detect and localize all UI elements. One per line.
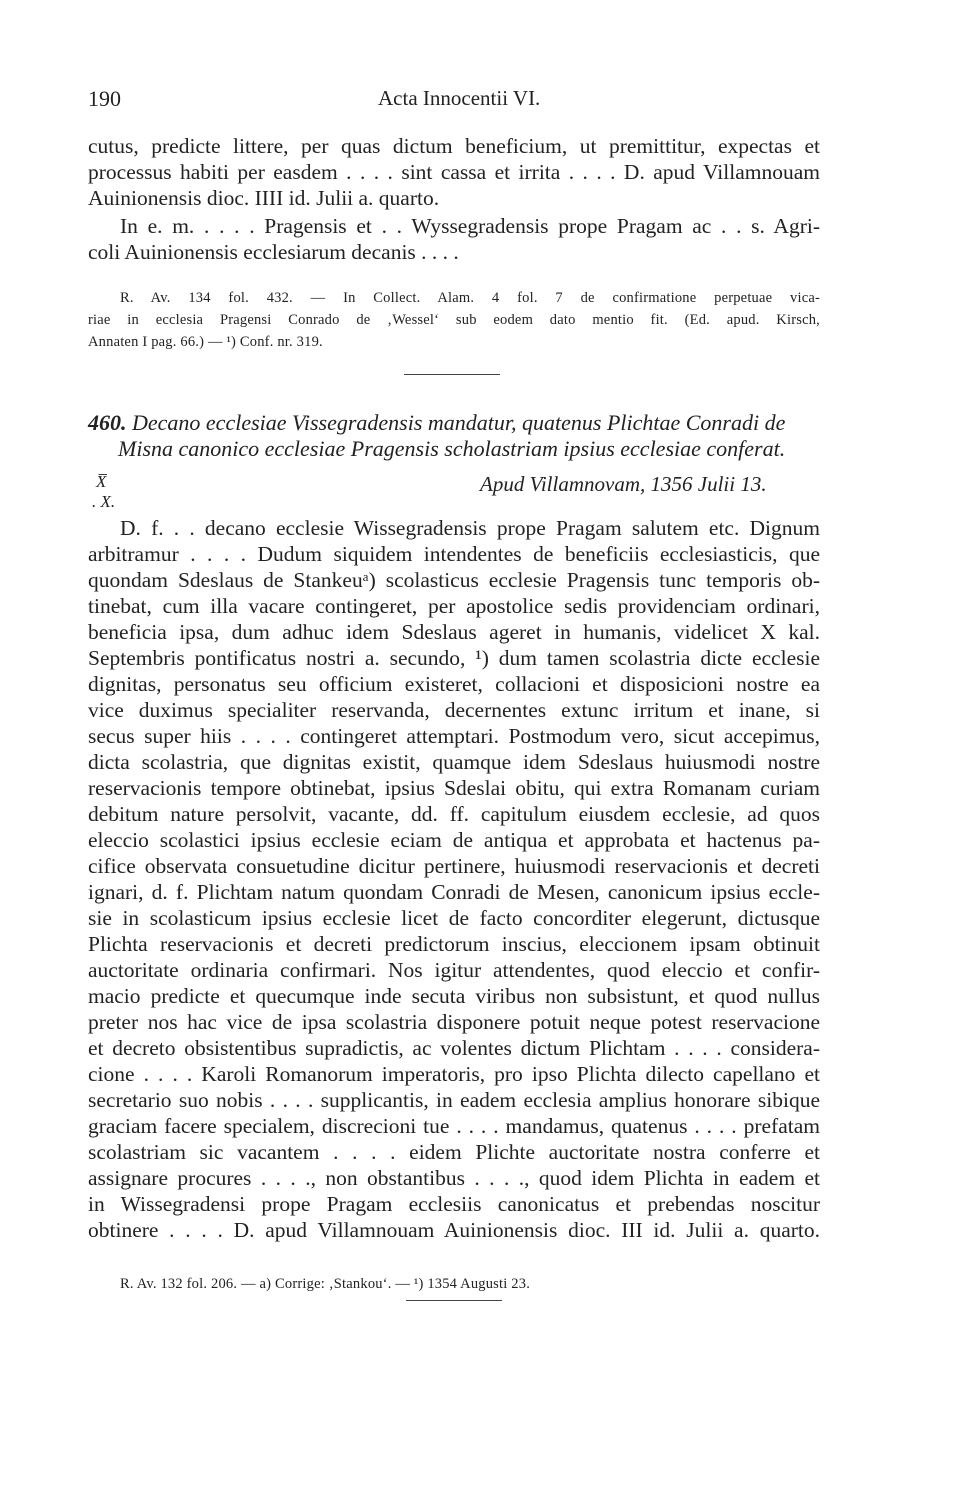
page-number: 190	[88, 86, 121, 111]
text-line: in Wissegradensi prope Pragam ecclesiis canonicatus et prebendas noscitur	[88, 1192, 820, 1216]
text-line: secretario suo nobis . . . . supplicantis, in eadem ecclesia amplius honorare sibique	[88, 1088, 820, 1112]
text-line: Septembris pontificatus nostri a. secundo, ¹) dum tamen scolastria dicte ecclesie	[88, 646, 820, 670]
text-line: reservacionis tempore obtinebat, ipsius Sdeslai obitu, qui extra Romanam curiam	[88, 776, 820, 800]
entry-heading-line: Decano ecclesiae Vissegradensis mandatur, quatenus Plichtae Conradi de	[126, 410, 786, 435]
text-line: cifice observata consuetudine dicitur pertinere, huiusmodi reservacionis et decreti	[88, 854, 820, 878]
margin-mark: . X.	[92, 492, 116, 511]
text-line: preter nos hac vice de ipsa scolastria disponere potuit neque potest reservacione	[88, 1010, 820, 1034]
text-line: dignitas, personatus seu officium existeret, collacioni et disposicioni nostre ea	[88, 672, 820, 696]
text-line: arbitramur . . . . Dudum siquidem intendentes de beneficiis ecclesiasticis, que	[88, 542, 820, 566]
entry-body-text	[88, 516, 820, 1242]
text-line: debitum nature persolvit, vacante, dd. ff. capitulum eiusdem ecclesie, ad quos	[88, 802, 820, 826]
note-line: riae in ecclesia Pragensi Conrado de ‚Wessel‘ sub eodem dato mentio fit. (Ed. apud. Kirsch,	[88, 312, 820, 328]
entry-heading-line: Misna canonico ecclesiae Pragensis scholastriam ipsius ecclesiae conferat.	[118, 436, 786, 461]
entry-heading	[88, 410, 785, 436]
entry-notes	[88, 1276, 820, 1298]
running-title: Acta Innocentii VI.	[378, 86, 541, 110]
text-line: obtinere . . . . D. apud Villamnouam Auinionensis dioc. III id. Julii a. quarto.	[88, 1218, 820, 1242]
entry-date: Apud Villamnovam, 1356 Julii 13.	[480, 472, 767, 496]
text-line: vice duximus specialiter reservanda, decernentes extunc irritum et inane, si	[88, 698, 820, 722]
text-line: Plichta reservacionis et decreti predictorum inscius, eleccionem ipsam obtinuit	[88, 932, 820, 956]
text-line: dicta scolastria, que dignitas existit, quamque idem Sdeslaus huiusmodi nostre	[88, 750, 820, 774]
previous-entry-notes	[88, 290, 820, 360]
previous-entry-text	[88, 134, 820, 264]
text-line: et decreto obsistentibus supradictis, ac volentes dictum Plichtam . . . . considera-	[88, 1036, 820, 1060]
text-line: quondam Sdeslaus de Stankeuᵃ) scolasticus ecclesie Pragensis tunc temporis ob-	[88, 568, 820, 592]
separator-rule	[404, 374, 500, 375]
text-line: coli Auinionensis ecclesiarum decanis . . . .	[88, 240, 459, 264]
text-line: macio predicte et quecumque inde secuta viribus non subsistunt, et quod nullus	[88, 984, 820, 1008]
text-line: eleccio scolastici ipsius ecclesie eciam de antiqua et approbata et hactenus pa-	[88, 828, 820, 852]
text-line: cutus, predicte littere, per quas dictum beneficium, ut premittitur, expectas et	[88, 134, 820, 158]
note-line: R. Av. 132 fol. 206. — a) Corrige: ‚Stankou‘. — ¹) 1354 Augusti 23.	[120, 1276, 531, 1292]
margin-mark: X̅	[96, 472, 107, 491]
text-line: auctoritate ordinaria confirmari. Nos igitur attendentes, quod eleccio et confir-	[88, 958, 820, 982]
text-line: sie in scolasticum ipsius ecclesie licet de facto concorditer elegerunt, dictusque	[88, 906, 820, 930]
note-line: R. Av. 134 fol. 432. — In Collect. Alam. 4 fol. 7 de confirmatione perpetuae vica-	[120, 290, 820, 306]
note-line: Annaten I pag. 66.) — ¹) Conf. nr. 319.	[88, 334, 323, 350]
text-line: cione . . . . Karoli Romanorum imperatoris, pro ipso Plichta dilecto capellano et	[88, 1062, 820, 1086]
entry-number: 460.	[88, 410, 127, 435]
text-line: tinebat, cum illa vacare contingeret, per apostolice sedis providenciam ordinari,	[88, 594, 820, 618]
text-line: Auinionensis dioc. IIII id. Julii a. quarto.	[88, 186, 440, 210]
text-line: secus super hiis . . . . contingeret attemptari. Postmodum vero, sicut accepimus,	[88, 724, 820, 748]
text-line: D. f. . . decano ecclesie Wissegradensis prope Pragam salutem etc. Dignum	[120, 516, 820, 540]
text-line: scolastriam sic vacantem . . . . eidem Plichte auctoritate nostra conferre et	[88, 1140, 820, 1164]
separator-rule	[406, 1300, 502, 1301]
text-line: assignare procures . . . ., non obstantibus . . . ., quod idem Plichta in eadem et	[88, 1166, 820, 1190]
text-line: beneficia ipsa, dum adhuc idem Sdeslaus ageret in humanis, videlicet X kal.	[88, 620, 820, 644]
text-line: graciam facere specialem, discrecioni tue . . . . mandamus, quatenus . . . . prefatam	[88, 1114, 820, 1138]
text-line: processus habiti per easdem . . . . sint cassa et irrita . . . . D. apud Villamnouam	[88, 160, 820, 184]
text-line: In e. m. . . . . Pragensis et . . Wyssegradensis prope Pragam ac . . s. Agri-	[120, 214, 820, 238]
text-line: ignari, d. f. Plichtam natum quondam Conradi de Mesen, canonicum ipsius eccle-	[88, 880, 820, 904]
